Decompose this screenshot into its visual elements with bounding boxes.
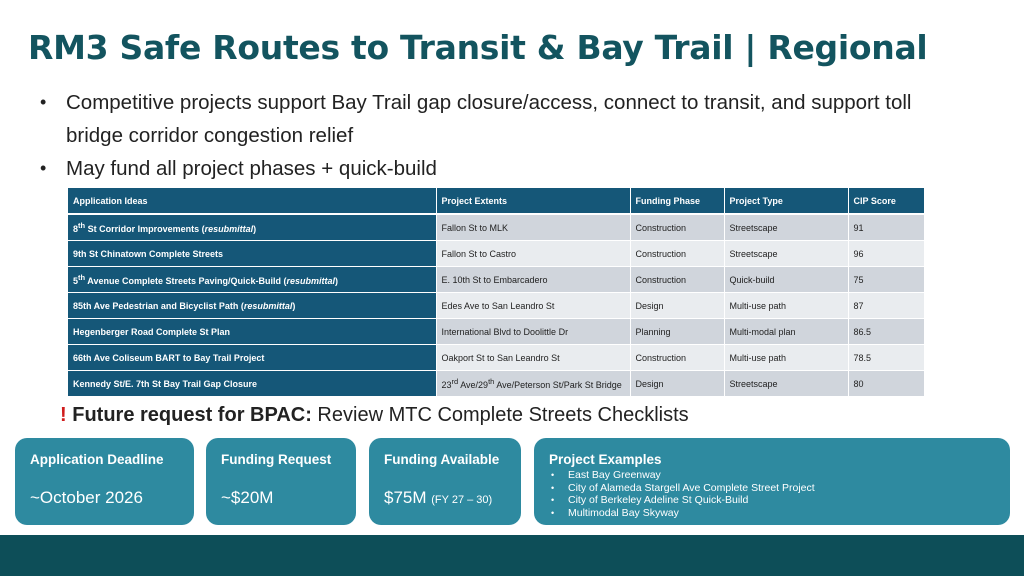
cell-application-idea: 85th Ave Pedestrian and Bicyclist Path (resubmittal)	[68, 293, 436, 319]
table-row	[68, 293, 924, 319]
list-item: • City of Alameda Stargell Ave Complete Street Project	[551, 482, 815, 495]
cell-project-type: Streetscape	[724, 371, 848, 397]
table-row	[68, 267, 924, 293]
cell-cip-score: 86.5	[848, 319, 924, 345]
cell-application-idea: 66th Ave Coliseum BART to Bay Trail Project	[68, 345, 436, 371]
table-row	[68, 241, 924, 267]
card-heading: Application Deadline	[30, 452, 164, 467]
card-value: ~$20M	[221, 488, 274, 507]
application-ideas-table	[68, 188, 925, 397]
cell-cip-score: 80	[848, 371, 924, 397]
cell-funding-phase: Planning	[630, 319, 724, 345]
project-examples-list	[551, 469, 815, 519]
cell-cip-score: 87	[848, 293, 924, 319]
future-request-note	[60, 404, 689, 427]
cell-funding-phase: Construction	[630, 241, 724, 267]
bullet-item: • May fund all project phases + quick-build	[40, 152, 960, 185]
cell-project-extents: Fallon St to MLK	[436, 214, 630, 241]
cell-project-type: Multi-use path	[724, 345, 848, 371]
list-item: • City of Berkeley Adeline St Quick-Build	[551, 494, 815, 507]
cell-funding-phase: Design	[630, 293, 724, 319]
cell-cip-score: 96	[848, 241, 924, 267]
footer-bar	[0, 535, 1024, 576]
header-cip-score: CIP Score	[848, 188, 924, 214]
cell-project-extents: Oakport St to San Leandro St	[436, 345, 630, 371]
cell-application-idea: Hegenberger Road Complete St Plan	[68, 319, 436, 345]
table-row	[68, 345, 924, 371]
card-heading: Funding Available	[384, 452, 500, 467]
cell-application-idea: Kennedy St/E. 7th St Bay Trail Gap Closure	[68, 371, 436, 397]
funding-available-card	[369, 438, 521, 525]
cell-application-idea: 8th St Corridor Improvements (resubmittal)	[68, 214, 436, 241]
cell-cip-score: 75	[848, 267, 924, 293]
cell-project-extents: Fallon St to Castro	[436, 241, 630, 267]
future-request-text: Review MTC Complete Streets Checklists	[311, 404, 689, 426]
page-title: RM3 Safe Routes to Transit & Bay Trail | Regional	[28, 28, 928, 67]
card-value: ~October 2026	[30, 488, 143, 507]
cell-project-type: Quick-build	[724, 267, 848, 293]
table-row	[68, 371, 924, 397]
cell-funding-phase: Design	[630, 371, 724, 397]
cell-funding-phase: Construction	[630, 214, 724, 241]
table-header-row	[68, 188, 924, 214]
project-examples-card	[534, 438, 1010, 525]
header-project-extents: Project Extents	[436, 188, 630, 214]
header-project-type: Project Type	[724, 188, 848, 214]
cell-application-idea: 5th Avenue Complete Streets Paving/Quick-Build (resubmittal)	[68, 267, 436, 293]
table-row	[68, 319, 924, 345]
cell-application-idea: 9th St Chinatown Complete Streets	[68, 241, 436, 267]
funding-request-card	[206, 438, 356, 525]
cell-project-extents: Edes Ave to San Leandro St	[436, 293, 630, 319]
bullet-item: • Competitive projects support Bay Trail gap closure/access, connect to transit, and support toll bridge corridor congestion relief	[40, 86, 960, 152]
cell-cip-score: 91	[848, 214, 924, 241]
cell-project-type: Multi-use path	[724, 293, 848, 319]
cell-funding-phase: Construction	[630, 267, 724, 293]
cell-funding-phase: Construction	[630, 345, 724, 371]
cell-project-extents: 23rd Ave/29th Ave/Peterson St/Park St Bridge	[436, 371, 630, 397]
header-funding-phase: Funding Phase	[630, 188, 724, 214]
bullet-list	[40, 86, 960, 185]
list-item: • East Bay Greenway	[551, 469, 815, 482]
table-row	[68, 214, 924, 241]
alert-icon: !	[60, 404, 67, 426]
cell-cip-score: 78.5	[848, 345, 924, 371]
cell-project-type: Streetscape	[724, 214, 848, 241]
cell-project-extents: E. 10th St to Embarcadero	[436, 267, 630, 293]
cell-project-extents: International Blvd to Doolittle Dr	[436, 319, 630, 345]
cell-project-type: Multi-modal plan	[724, 319, 848, 345]
list-item: • Multimodal Bay Skyway	[551, 507, 815, 520]
cell-project-type: Streetscape	[724, 241, 848, 267]
card-heading: Funding Request	[221, 452, 332, 467]
future-request-lead: Future request for BPAC:	[72, 404, 312, 426]
application-deadline-card	[15, 438, 194, 525]
card-value: $75M (FY 27 – 30)	[384, 488, 493, 507]
card-heading: Project Examples	[549, 452, 662, 467]
header-application-ideas: Application Ideas	[68, 188, 436, 214]
